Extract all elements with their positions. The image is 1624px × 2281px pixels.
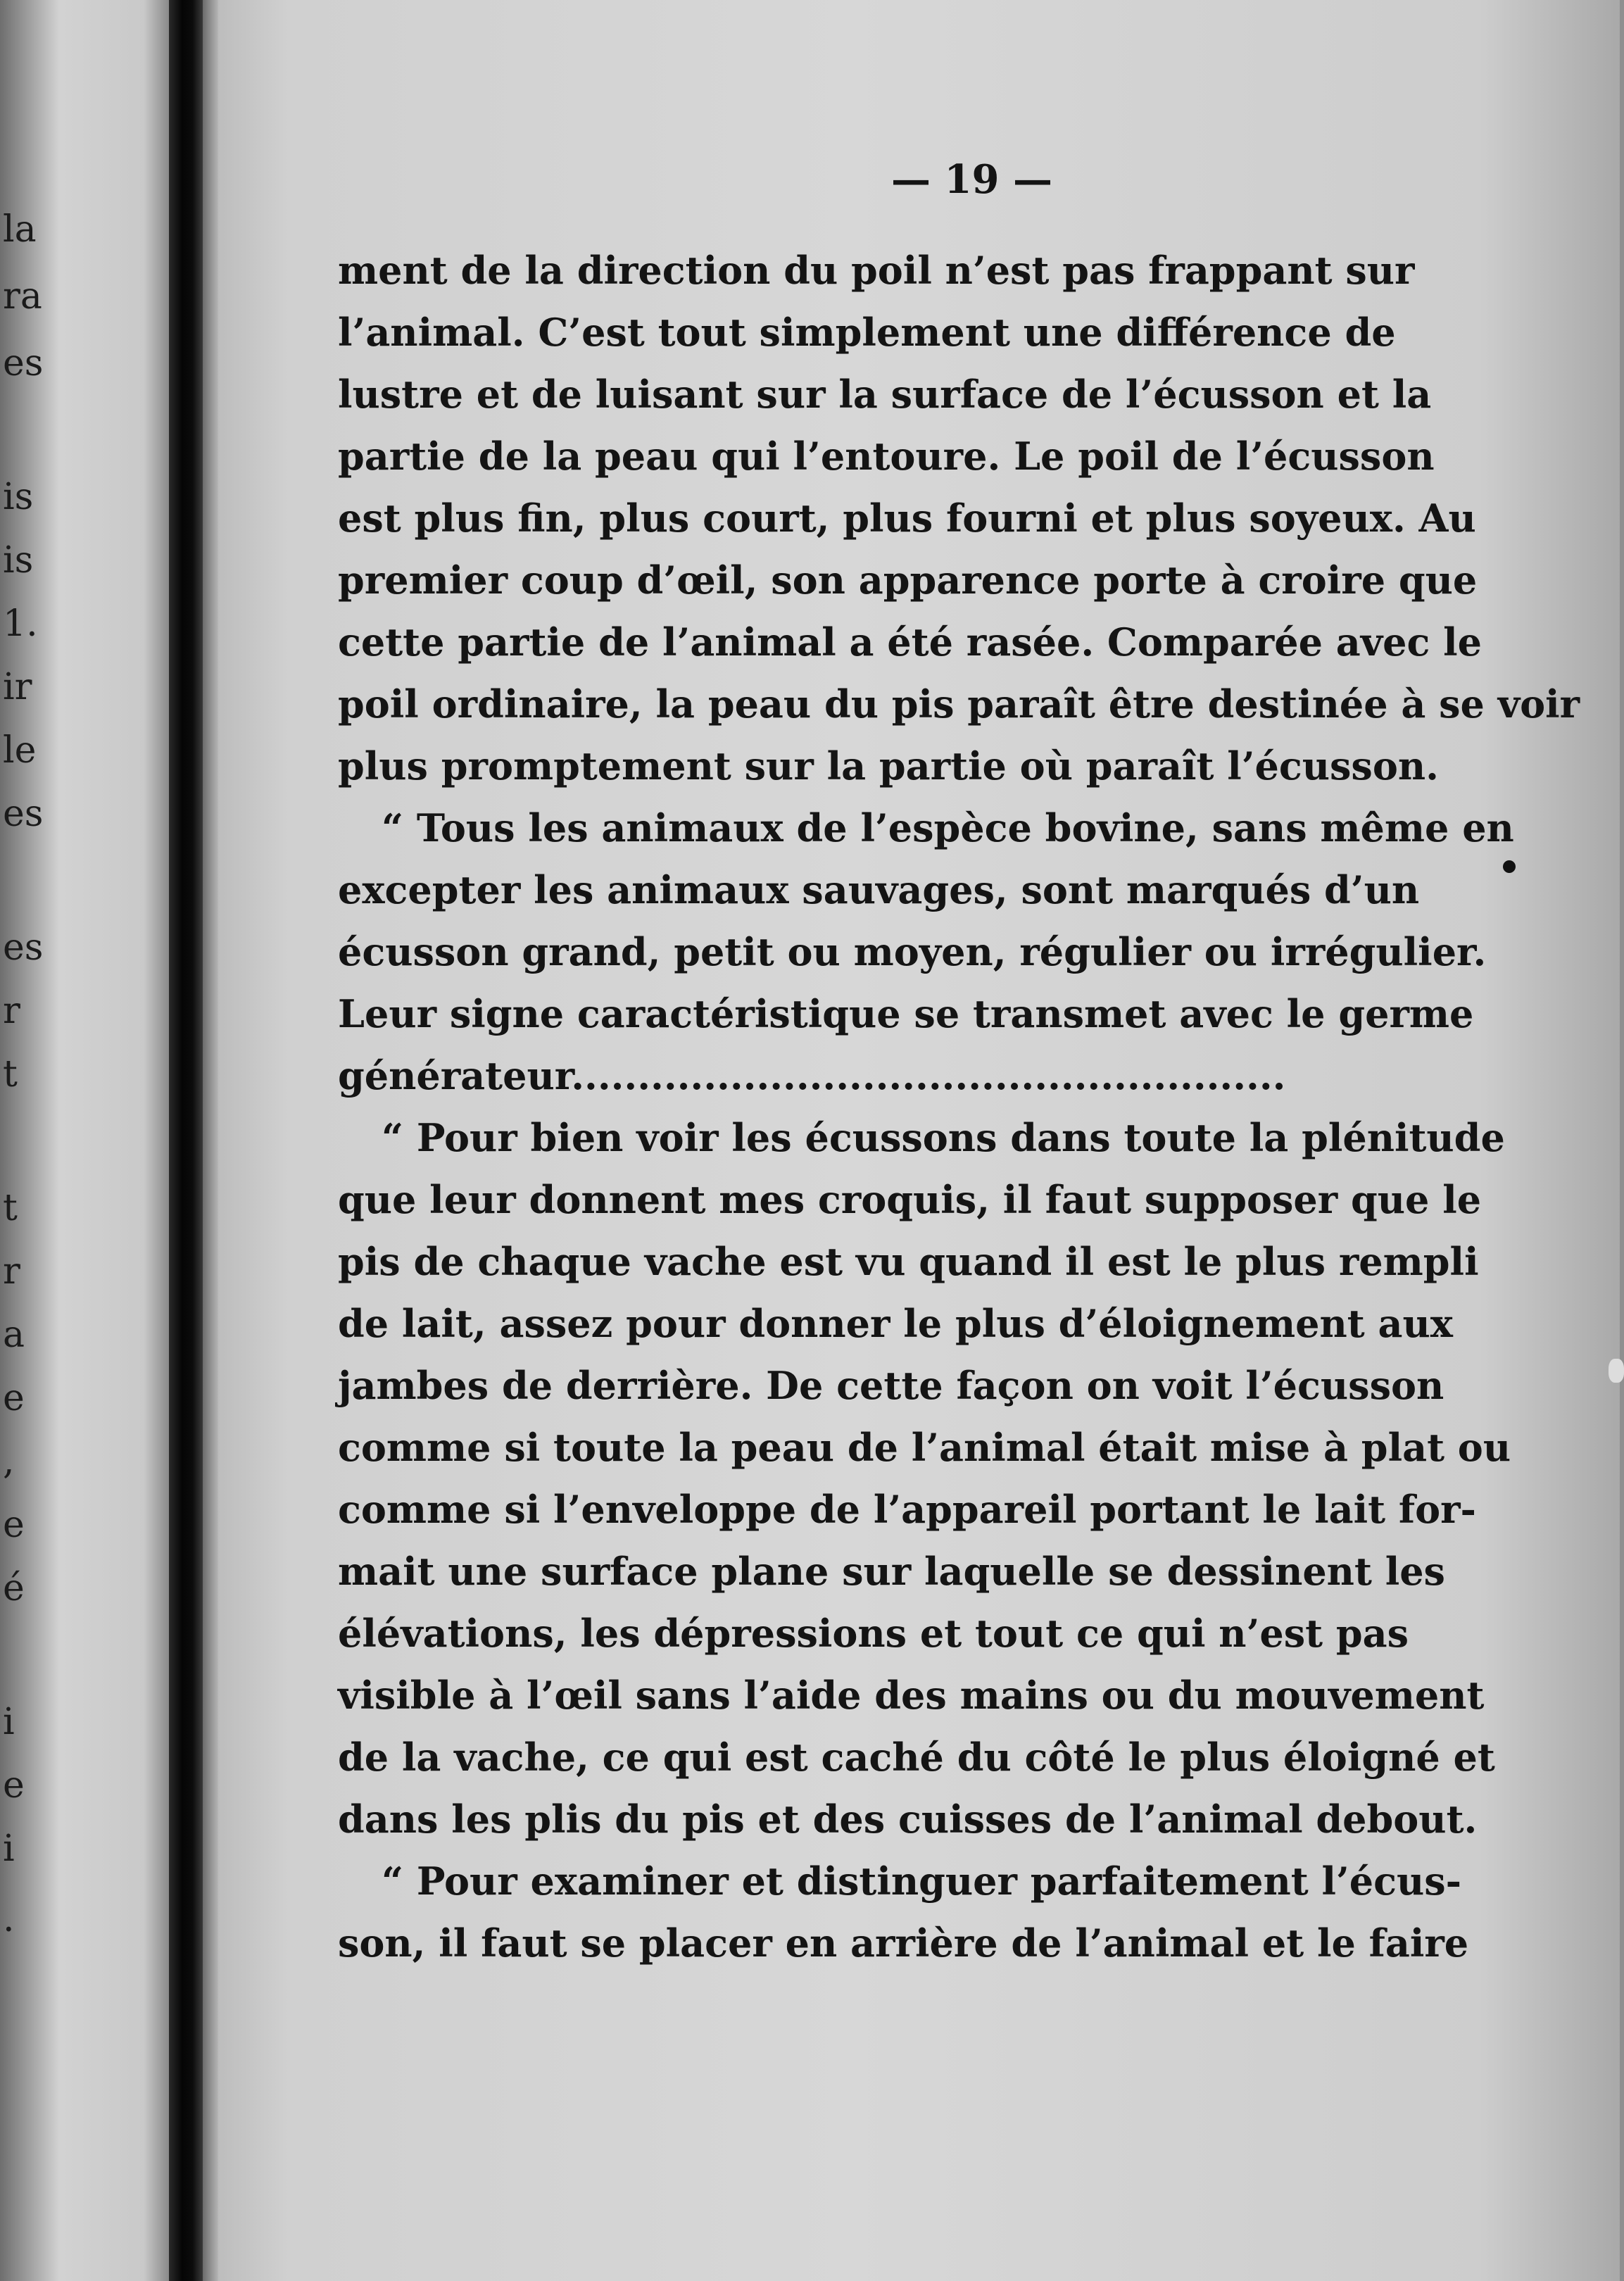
text-line: dans les plis du pis et des cuisses de l’animal debout.: [338, 1797, 1478, 1842]
text-line: comme si toute la peau de l’animal était mise à plat ou: [338, 1425, 1511, 1470]
text-line: jambes de derrière. De cette façon on voit l’écusson: [338, 1363, 1444, 1408]
text-line: Leur signe caractéristique se transmet avec le germe: [338, 991, 1474, 1036]
margin-fragment: le: [3, 729, 37, 772]
margin-fragment: i: [3, 1701, 15, 1743]
text-line: premier coup d’œil, son apparence porte à croire que: [338, 558, 1478, 603]
margin-fragment: e: [3, 1764, 25, 1806]
margin-fragment: i: [3, 1828, 15, 1870]
text-line: générateur......................................................: [338, 1053, 1286, 1098]
margin-fragment: e: [3, 1504, 25, 1546]
paragraph: [338, 797, 1514, 1107]
margin-fragment: es: [3, 342, 44, 384]
facing-page: [0, 0, 169, 2281]
text-line: plus promptement sur la partie où paraît l’écusson.: [338, 743, 1439, 788]
margin-fragment: is: [3, 539, 34, 582]
margin-fragment: ra: [3, 275, 42, 318]
text-line: “ Pour bien voir les écussons dans toute la plénitude: [382, 1115, 1505, 1160]
margin-fragment: é: [3, 1567, 25, 1609]
text-line: lustre et de luisant sur la surface de l’écusson et la: [338, 372, 1432, 417]
text-line: visible à l’œil sans l’aide des mains ou du mouvement: [338, 1673, 1485, 1718]
margin-fragment: .: [3, 1898, 15, 1940]
margin-fragment: t: [3, 1053, 18, 1095]
body-text: [338, 239, 1580, 1974]
text-line: son, il faut se placer en arrière de l’animal et le faire: [338, 1921, 1469, 1966]
margin-fragment: r: [3, 1250, 20, 1293]
text-line: ment de la direction du poil n’est pas frappant sur: [338, 248, 1415, 293]
text-line: mait une surface plane sur laquelle se dessinent les: [338, 1549, 1445, 1594]
margin-fragment: es: [3, 926, 44, 969]
text-line: cette partie de l’animal a été rasée. Comparée avec le: [338, 620, 1483, 665]
text-line: de la vache, ce qui est caché du côté le plus éloigné et: [338, 1735, 1495, 1780]
text-line: que leur donnent mes croquis, il faut supposer que le: [338, 1177, 1482, 1222]
text-line: comme si l’enveloppe de l’appareil portant le lait for-: [338, 1487, 1476, 1532]
paragraph: [338, 1107, 1511, 1850]
print-speck: [1609, 1359, 1624, 1383]
text-line: excepter les animaux sauvages, sont marqués d’un: [338, 867, 1420, 912]
text-line: poil ordinaire, la peau du pis paraît être destinée à se voir: [338, 681, 1580, 727]
text-line: partie de la peau qui l’entoure. Le poil de l’écusson: [338, 434, 1435, 479]
margin-fragment: is: [3, 476, 34, 518]
text-line: de lait, assez pour donner le plus d’éloignement aux: [338, 1301, 1453, 1346]
paragraph: [338, 239, 1580, 797]
facing-page-margin-text: [0, 0, 44, 2281]
text-line: écusson grand, petit ou moyen, régulier ou irrégulier.: [338, 929, 1487, 974]
margin-fragment: la: [3, 208, 37, 251]
margin-fragment: ir: [3, 666, 32, 708]
margin-fragment: a: [3, 1314, 25, 1356]
book-page: [218, 0, 1620, 2281]
text-line: “ Tous les animaux de l’espèce bovine, sans même en: [382, 805, 1514, 850]
margin-fragment: es: [3, 793, 44, 835]
text-line: est plus fin, plus court, plus fourni et plus soyeux. Au: [338, 496, 1476, 541]
margin-fragment: r: [3, 990, 20, 1032]
page-number: — 19 —: [891, 156, 1052, 203]
margin-fragment: 1.: [3, 603, 38, 645]
text-line: l’animal. C’est tout simplement une différence de: [338, 310, 1396, 355]
margin-fragment: ,: [3, 1440, 15, 1483]
text-line: pis de chaque vache est vu quand il est le plus rempli: [338, 1239, 1479, 1284]
print-speck: [1503, 860, 1516, 873]
text-line: élévations, les dépressions et tout ce qui n’est pas: [338, 1611, 1409, 1656]
margin-fragment: e: [3, 1377, 25, 1419]
paragraph: [338, 1850, 1469, 1974]
text-line: “ Pour examiner et distinguer parfaitement l’écus-: [382, 1859, 1462, 1904]
page-gutter: [203, 0, 218, 2281]
margin-fragment: t: [3, 1187, 18, 1229]
book-spine-shadow: [169, 0, 203, 2281]
